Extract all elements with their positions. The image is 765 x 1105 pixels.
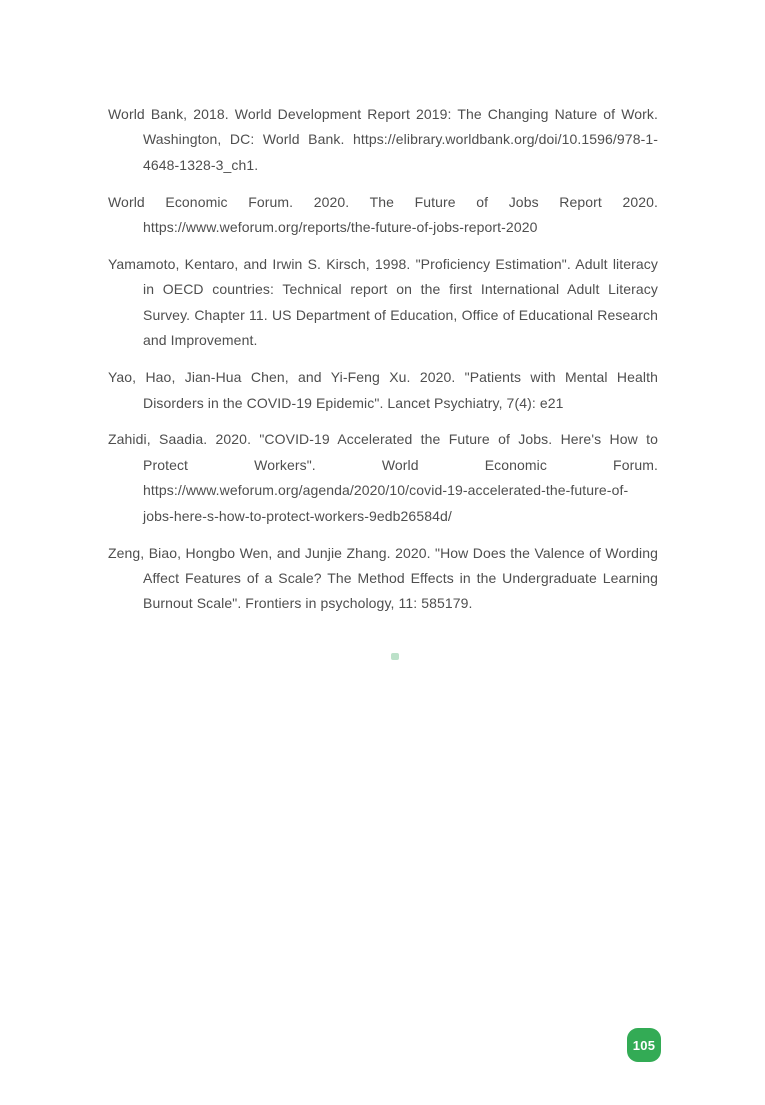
page-number-badge (627, 1028, 661, 1062)
reference-entry: World Bank, 2018. World Development Report 2019: The Changing Nature of Work. Washington, DC: World Bank. https://elibrary.worldbank.org/doi/10.1596/978-1-4648-1328-3_ch1. (108, 106, 658, 173)
reference-entry: Zahidi, Saadia. 2020. "COVID-19 Accelerated the Future of Jobs. Here's How to Protect Workers". World Economic Forum. https://www.weforum.org/agenda/2020/10/covid-19-accelerated-the-future-of-jobs-here-s-how-to-protect-workers-9edb26584d/ (108, 431, 658, 524)
reference-entry: Yamamoto, Kentaro, and Irwin S. Kirsch, 1998. "Proficiency Estimation". Adult literacy in OECD countries: Technical report on the first International Adult Literacy Survey. Chapter 11. US Department of Education, Office of Educational Research and Improvement. (108, 256, 658, 349)
page-number: 105 (632, 1037, 656, 1053)
decorative-mark (391, 653, 399, 660)
reference-entry: World Economic Forum. 2020. The Future of Jobs Report 2020. https://www.weforum.org/reports/the-future-of-jobs-report-2020 (108, 193, 658, 236)
reference-entry: Yao, Hao, Jian-Hua Chen, and Yi-Feng Xu. 2020. "Patients with Mental Health Disorders in the COVID-19 Epidemic". Lancet Psychiatry, 7(4): e21 (108, 369, 658, 411)
reference-entry: Zeng, Biao, Hongbo Wen, and Junjie Zhang. 2020. "How Does the Valence of Wording Affect Features of a Scale? The Method Effects in the Undergraduate Learning Burnout Scale". Frontiers in psychology, 11: 585179. (108, 544, 658, 612)
references-list (108, 102, 658, 628)
